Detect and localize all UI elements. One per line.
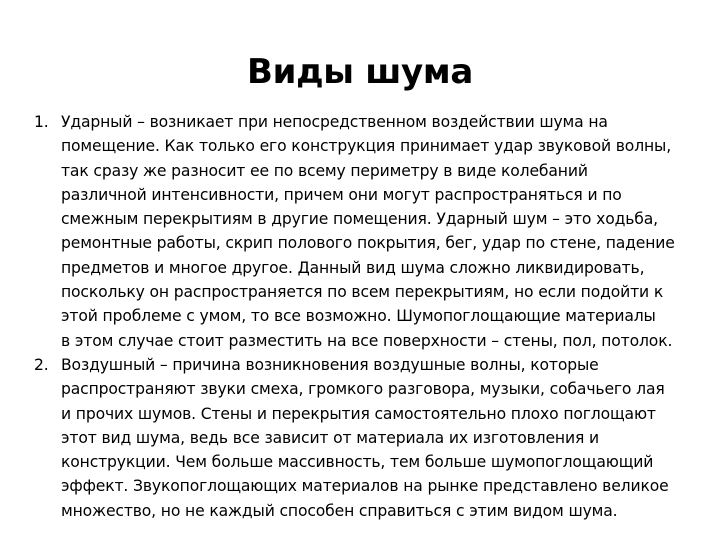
list-item-number: 1.	[34, 113, 49, 131]
list-item-line: предметов и многое другое. Данный вид шума сложно ликвидировать,	[61, 258, 645, 277]
noise-types-list	[34, 110, 694, 523]
list-item-line: эффект. Звукопоглощающих материалов на рынке представлено великое	[61, 477, 669, 496]
slide-title: Виды шума	[246, 52, 474, 92]
list-item-line: в этом случае стоит разместить на все поверхности – стены, пол, потолок.	[61, 331, 673, 350]
list-item-line: различной интенсивности, причем они могут распространяться и по	[61, 185, 622, 204]
list-item-line: этой проблеме с умом, то все возможно. Шумопоглощающие материалы	[61, 307, 656, 326]
list-item-line: так сразу же разносит ее по всему периметру в виде колебаний	[61, 161, 588, 180]
list-item-line: этот вид шума, ведь все зависит от материала их изготовления и	[61, 428, 599, 447]
list-item-line: Ударный – возникает при непосредственном воздействии шума на	[61, 113, 608, 131]
list-item-airborne-noise	[34, 353, 694, 523]
list-item-line: распространяют звуки смеха, громкого разговора, музыки, собачьего лая	[61, 380, 665, 399]
list-item-number: 2.	[34, 355, 49, 374]
list-item-impact-noise	[34, 110, 694, 353]
list-item-line: смежным перекрытиям в другие помещения. Ударный шум – это ходьба,	[61, 210, 658, 229]
list-item-line: множество, но не каждый способен справиться с этим видом шума.	[61, 501, 618, 520]
list-item-line: Воздушный – причина возникновения воздушные волны, которые	[61, 355, 599, 374]
list-item-line: помещение. Как только его конструкция принимает удар звуковой волны,	[61, 137, 672, 156]
list-item-line: конструкции. Чем больше массивность, тем больше шумопоглощающий	[61, 453, 654, 472]
list-item-line: и прочих шумов. Стены и перекрытия самостоятельно плохо поглощают	[61, 404, 656, 423]
list-item-line: ремонтные работы, скрип полового покрытия, бег, удар по стене, падение	[61, 234, 675, 253]
list-item-line: поскольку он распространяется по всем перекрытиям, но если подойти к	[61, 283, 664, 302]
